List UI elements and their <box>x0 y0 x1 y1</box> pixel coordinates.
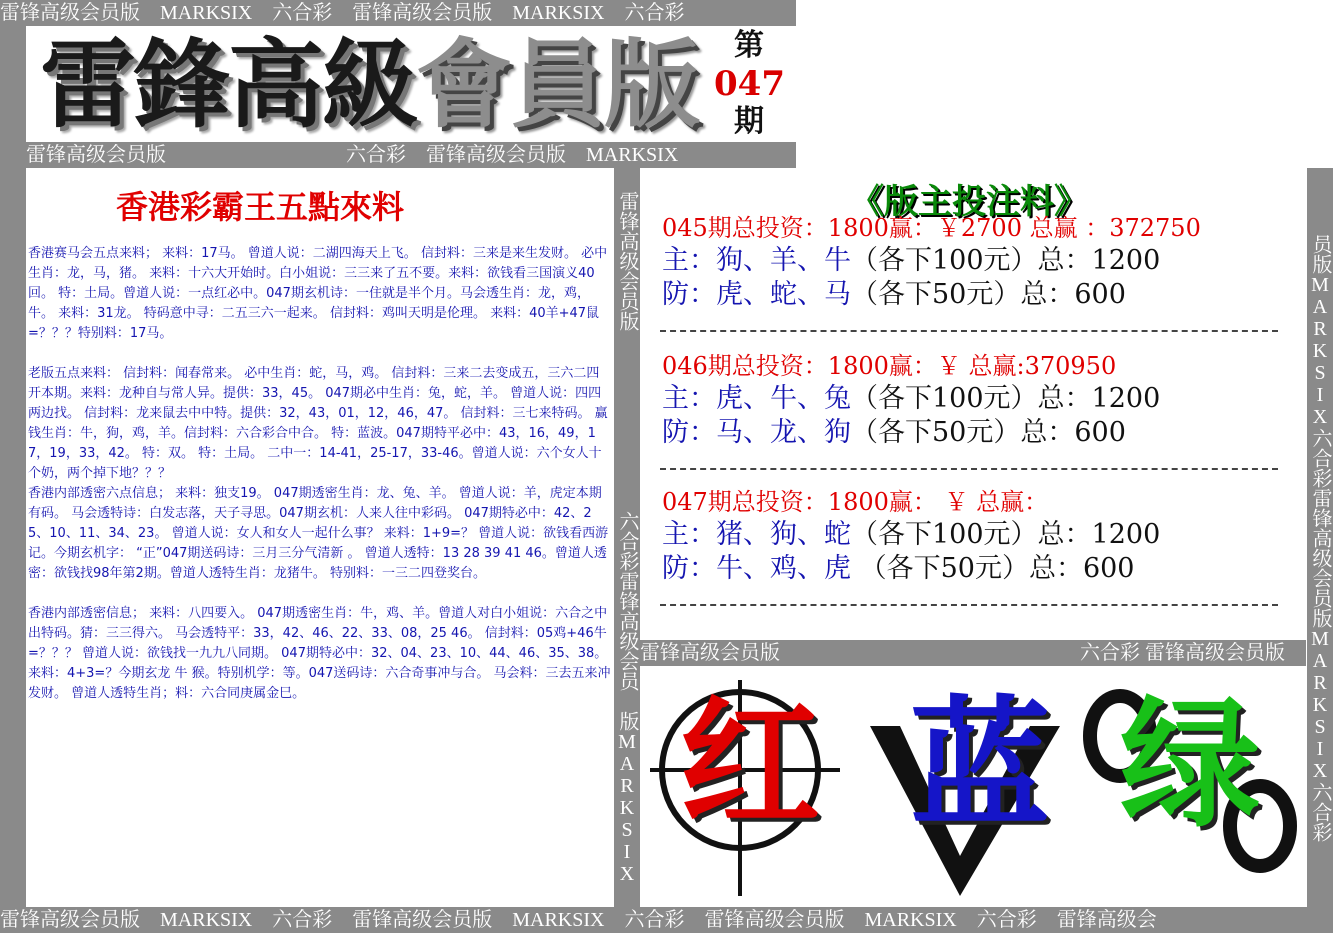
bet-guard-line <box>662 278 1282 312</box>
red-glyph: 红 <box>680 684 821 847</box>
issue-prefix: 第 <box>734 28 764 63</box>
issue-badge <box>714 28 784 140</box>
main-items: 主：狗、羊、牛 <box>662 245 851 276</box>
bet-head: 046期总投资：1800赢：￥ 总赢:370950 <box>662 352 1117 380</box>
sub-banner-strip: 雷锋高级会员版 六合彩 雷锋高级会员版 MARKSIX <box>26 142 796 168</box>
center-vertical-strip: 雷锋高级会员版 六合彩雷锋高级会员 版MARKSIX <box>614 168 640 907</box>
bet-main-line <box>662 244 1282 278</box>
title-black: 雷鋒高級 <box>40 29 416 141</box>
main-tail: （各下100元）总：1200 <box>851 519 1161 550</box>
right-vertical-strip: 员版MARKSIX六合彩雷锋高级会员版MARKSIX六合彩 <box>1307 168 1333 907</box>
title-grey: 會員版 <box>416 29 698 141</box>
mid-banner-strip: 雷锋高级会员版 六合彩 雷锋高级会员版 <box>640 640 1306 666</box>
guard-items: 防：牛、鸡、虎 <box>662 553 851 584</box>
main-tail: （各下100元）总：1200 <box>851 245 1161 276</box>
top-right-blank <box>796 0 1333 168</box>
bet-block-045 <box>662 212 1282 312</box>
bet-block-046 <box>662 350 1282 450</box>
bet-guard-line <box>662 416 1282 450</box>
guard-items: 防：马、龙、狗 <box>662 417 851 448</box>
bet-head: 047期总投资：1800赢： ￥ 总赢： <box>662 488 1049 516</box>
divider <box>660 468 1278 470</box>
green-glyph: 绿 <box>1120 684 1261 847</box>
guard-tail: （各下50元）总：600 <box>851 553 1135 584</box>
bet-block-047 <box>662 486 1282 586</box>
guard-tail: （各下50元）总：600 <box>851 279 1126 310</box>
main-items: 主：虎、牛、兔 <box>662 383 851 414</box>
main-items: 主：猪、狗、蛇 <box>662 519 851 550</box>
right-panel-title: 《版主投注料》 <box>850 182 1088 222</box>
blue-glyph: 蓝 <box>910 684 1051 847</box>
right-panel <box>640 168 1307 640</box>
divider <box>660 330 1278 332</box>
top-banner-strip: 雷锋高级会员版 MARKSIX 六合彩 雷锋高级会员版 MARKSIX 六合彩 <box>0 0 796 26</box>
main-tail: （各下100元）总：1200 <box>851 383 1161 414</box>
issue-number: 047 <box>714 64 785 104</box>
paragraph: 老版五点来料： 信封料：闻春常来。 必中生肖：蛇，马，鸡。 信封料：三来二去变成五，三六二四开本期。来料：龙种自与常人异。提供：33，45。 047期必中生肖：兔，蛇，羊。 曾道人说：四四两边找。 信封料：龙来鼠去中中特。提供：32，43，01，12，46，47。 信封料：三七来特码。 赢钱生肖：牛，狗，鸡，羊。信封料：六合彩合中合。 特：蓝波。047期特平必中：43，16，49，17，19，33，42。 特：双。 特：土局。 二中一：14-41，25-17，33-46。曾道人说：六个女人十个奶，两个掉下地？？？ 香港内部透密六点信息； 来料：独支19。 047期透密生肖：龙、兔、羊。 曾道人说：羊，虎定本期有码。 马会透特诗：白发志落，天子寻思。047期玄机：人来人往中彩码。 047期特必中：42、25、10、11、34、23。 曾道人说：女人和女人一起什么事？ 来料：1+9=？ 曾道人说：欲钱看西游记。今期玄机字： “正”047期送码诗：三月三分气清新 。 曾道人透特：13 28 39 41 46。曾道人透密：欲钱找98年第2期。曾道人透特生肖：龙猪牛。 特别料：一三二四登奖台。 <box>28 366 609 581</box>
paragraph: 香港内部透密信息； 来料：八四要入。 047期透密生肖：牛，鸡、羊。曾道人对白小姐说：六合之中出特码。猜：三三得六。 马会透特平：33，42、46、22、33、08，25 46。 信封料：05鸡+46牛=？？？ 曾道人说：欲钱找一九九八同期。 047期特必中：32、04、23、10、44、46、35、38。 来料：4+3=？今期玄龙 牛 猴。特别机学：等。047送码诗：六合奇事冲与合。 马会料：三去五来冲发财。 曾道人透特生肖；料：六合同庚属金巳。 <box>28 606 612 701</box>
left-panel <box>26 168 614 907</box>
bet-head: 045期总投资：1800赢：￥2700 总赢 ：372750 <box>662 214 1201 242</box>
issue-suffix: 期 <box>734 104 764 139</box>
left-edge-strip <box>0 26 26 907</box>
bet-main-line <box>662 382 1282 416</box>
guard-items: 防：虎、蛇、马 <box>662 279 851 310</box>
bet-main-line <box>662 518 1282 552</box>
paragraph: 香港赛马会五点来料； 来料：17马。 曾道人说：二湖四海天上飞。 信封料：三来是来生发财。 必中生肖：龙，马，猪。 来料：十六大开始时。白小姐说：三三来了五不要。来料：欲钱看三国演义40回。 特：土局。曾道人说：一点红必中。047期玄机诗：一住就是半个月。马会透生肖：龙，鸡，牛。 来料：31龙。 特码意中寻：二五三六一起来。 信封料：鸡叫天明是伦理。 来料：40羊+47鼠=？？？特别料：17马。 <box>28 246 608 341</box>
color-emblem-panel <box>640 666 1307 907</box>
guard-tail: （各下50元）总：600 <box>851 417 1126 448</box>
bet-guard-line <box>662 552 1282 586</box>
left-panel-body <box>28 244 612 724</box>
divider <box>660 604 1278 606</box>
page-title <box>40 30 720 140</box>
bottom-banner-strip: 雷锋高级会员版 MARKSIX 六合彩 雷锋高级会员版 MARKSIX 六合彩 雷锋高级会员版 MARKSIX 六合彩 雷锋高级会 <box>0 907 1333 933</box>
left-panel-title: 香港彩霸王五點來料 <box>116 188 405 226</box>
